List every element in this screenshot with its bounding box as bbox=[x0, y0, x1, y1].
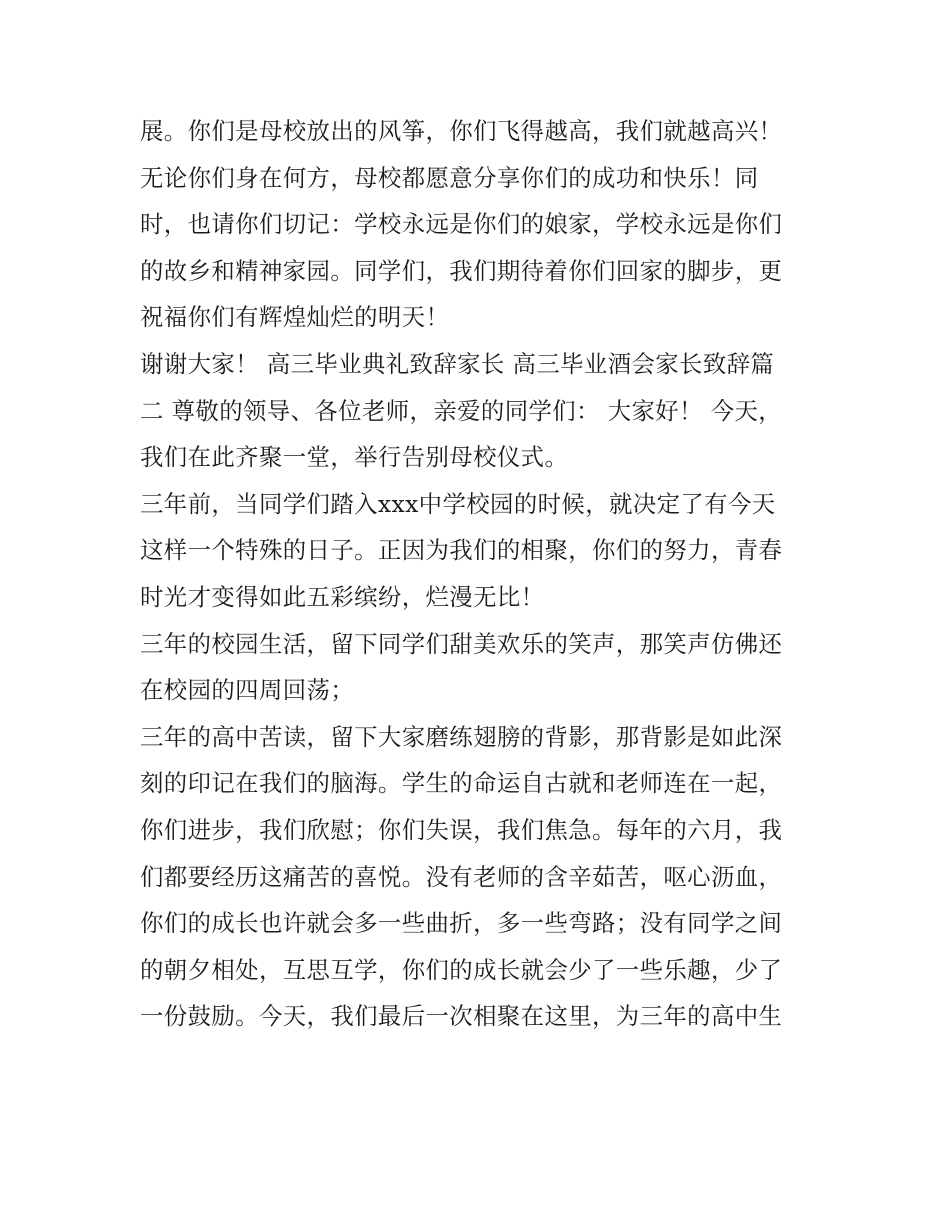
text-line: 一份鼓励。今天，我们最后一次相聚在这里，为三年的高中生 bbox=[140, 1002, 783, 1031]
text-line: 三年的高中苦读，留下大家磨练翅膀的背影，那背影是如此深 bbox=[140, 722, 783, 751]
text-line: 祝福你们有辉煌灿烂的明天！ bbox=[140, 303, 450, 332]
text-line: 的故乡和精神家园。同学们，我们期待着你们回家的脚步，更 bbox=[140, 256, 783, 285]
text-line: 我们在此齐聚一堂，举行告别母校仪式。 bbox=[140, 443, 569, 472]
text-line: 无论你们身在何方，母校都愿意分享你们的成功和快乐！同 bbox=[140, 163, 759, 192]
text-line: 二 尊敬的领导、各位老师，亲爱的同学们： 大家好！ 今天， bbox=[140, 396, 783, 425]
text-line: 你们的成长也许就会多一些曲折，多一些弯路；没有同学之间 bbox=[140, 909, 783, 938]
text-line: 刻的印记在我们的脑海。学生的命运自古就和老师连在一起， bbox=[140, 769, 783, 798]
body-text bbox=[140, 108, 820, 1040]
text-line: 的朝夕相处，互思互学，你们的成长就会少了一些乐趣，少了 bbox=[140, 955, 783, 984]
text-line: 你们进步，我们欣慰；你们失误，我们焦急。每年的六月，我 bbox=[140, 815, 783, 844]
text-line: 们都要经历这痛苦的喜悦。没有老师的含辛茹苦，呕心沥血， bbox=[140, 862, 783, 891]
text-line: 三年的校园生活，留下同学们甜美欢乐的笑声，那笑声仿佛还 bbox=[140, 629, 783, 658]
text-line: 时，也请你们切记：学校永远是你们的娘家，学校永远是你们 bbox=[140, 210, 783, 239]
text-line: 三年前，当同学们踏入xxx中学校园的时候，就决定了有今天 bbox=[140, 489, 776, 518]
text-line: 谢谢大家！ 高三毕业典礼致辞家长 高三毕业酒会家长致辞篇 bbox=[140, 349, 775, 378]
text-line: 在校园的四周回荡； bbox=[140, 676, 355, 705]
text-line: 时光才变得如此五彩缤纷，烂漫无比！ bbox=[140, 582, 545, 611]
text-line: 这样一个特殊的日子。正因为我们的相聚，你们的努力，青春 bbox=[140, 536, 783, 565]
text-line: 展。你们是母校放出的风筝，你们飞得越高，我们就越高兴！ bbox=[140, 117, 783, 145]
